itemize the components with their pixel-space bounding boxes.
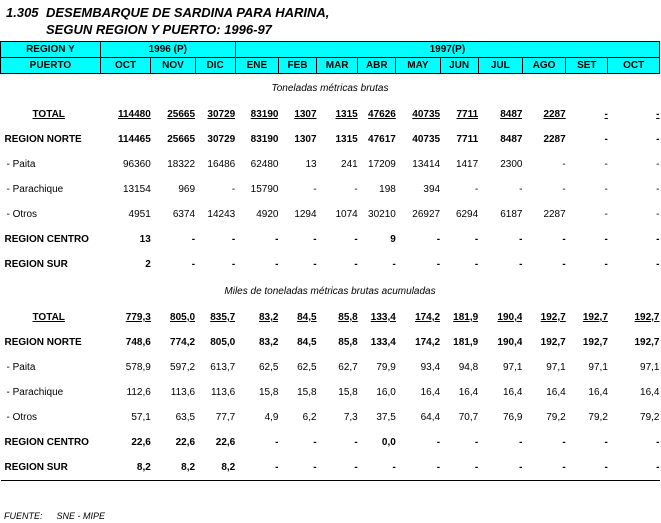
cell-value: 83190 — [250, 109, 279, 120]
month-header: JUL — [478, 58, 522, 74]
row-label: - Otros — [6, 209, 38, 220]
cell-value: - — [358, 455, 396, 481]
cell-value: 6294 — [455, 209, 479, 220]
section-title-row — [1, 74, 660, 103]
cell-value: 192,7 — [582, 337, 608, 348]
cell-value: 7,3 — [343, 412, 358, 423]
cell-value: - — [313, 437, 317, 448]
cell-value: 16,4 — [640, 387, 660, 398]
cell-value: - — [275, 259, 279, 270]
cell-value: 113,6 — [210, 387, 236, 398]
cell-value: - — [354, 184, 358, 195]
cell-value: 1307 — [294, 134, 317, 145]
cell-value: 6187 — [500, 209, 523, 220]
cell-value: 7711 — [456, 109, 479, 120]
cell-value: 1074 — [335, 209, 358, 220]
cell-value: 6,2 — [302, 412, 317, 423]
cell-value: 9 — [390, 234, 396, 245]
region-header: REGION Y — [1, 42, 101, 58]
cell-value: 85,8 — [338, 312, 358, 323]
cell-value: 62480 — [250, 159, 279, 170]
cell-value: - — [317, 455, 358, 481]
header-row-years — [1, 42, 660, 58]
year-1996-header: 1996 (P) — [100, 42, 235, 58]
cell-value: 181,9 — [453, 312, 479, 323]
section-1-title: Toneladas métricas brutas — [271, 82, 389, 94]
cell-value: - — [474, 234, 479, 245]
cell-value: 2287 — [543, 109, 566, 120]
cell-value: 969 — [178, 184, 196, 195]
table-row — [1, 305, 660, 330]
cell-value: - — [313, 234, 317, 245]
cell-value: - — [436, 259, 441, 270]
cell-value: - — [191, 259, 196, 270]
table-row — [1, 177, 660, 202]
row-label: - Parachique — [6, 184, 64, 195]
cell-value: 613,7 — [210, 362, 236, 373]
cell-value: 62,5 — [297, 362, 317, 373]
cell-value: 85,8 — [338, 337, 358, 348]
cell-value: 57,1 — [131, 412, 151, 423]
cell-value: - — [604, 234, 608, 245]
cell-value: 37,5 — [376, 412, 396, 423]
row-label: TOTAL — [32, 312, 65, 323]
cell-value: 83190 — [250, 134, 279, 145]
cell-value: 97,1 — [502, 362, 523, 373]
cell-value: 0,0 — [381, 437, 396, 448]
cell-value: 8487 — [500, 109, 523, 120]
cell-value: 79,2 — [546, 412, 566, 423]
cell-value: 779,3 — [125, 312, 151, 323]
cell-value: 76,9 — [502, 412, 523, 423]
cell-value: 113,6 — [170, 387, 196, 398]
month-header: OCT — [608, 58, 660, 74]
cell-value: - — [278, 455, 316, 481]
cell-value: 192,7 — [634, 312, 660, 323]
cell-value: 93,4 — [420, 362, 441, 373]
cell-value: 62,7 — [338, 362, 358, 373]
cell-value: - — [396, 455, 440, 481]
cell-value: 79,2 — [588, 412, 608, 423]
table-row — [1, 127, 660, 152]
row-label: REGION NORTE — [4, 134, 82, 145]
cell-value: 1417 — [455, 159, 479, 170]
cell-value: 97,1 — [546, 362, 566, 373]
cell-value: 25665 — [167, 134, 196, 145]
cell-value: 13154 — [122, 184, 151, 195]
cell-value: 394 — [423, 184, 441, 195]
cell-value: 16,4 — [588, 387, 608, 398]
cell-value: 97,1 — [588, 362, 608, 373]
cell-value: 8487 — [500, 134, 523, 145]
footer-label: FUENTE: — [4, 511, 43, 521]
cell-value: 8,2 — [195, 455, 235, 481]
cell-value: - — [604, 184, 608, 195]
cell-value: - — [235, 455, 278, 481]
cell-value: - — [566, 455, 608, 481]
cell-value: 4951 — [128, 209, 151, 220]
table-row — [1, 355, 660, 380]
cell-value: 15,8 — [338, 387, 358, 398]
table-title — [6, 4, 329, 38]
cell-value: 133,4 — [370, 312, 396, 323]
cell-value: 64,4 — [420, 412, 441, 423]
cell-value: - — [519, 437, 523, 448]
cell-value: 94,8 — [458, 362, 479, 373]
title-text-1: DESEMBARQUE DE SARDINA PARA HARINA, — [46, 5, 330, 20]
row-label: REGION NORTE — [4, 337, 82, 348]
row-label: REGION CENTRO — [4, 437, 89, 448]
cell-value: 18322 — [167, 159, 196, 170]
cell-value: 22,6 — [131, 437, 151, 448]
table-row — [1, 430, 660, 455]
cell-value: 190,4 — [497, 337, 523, 348]
cell-value: - — [562, 184, 566, 195]
month-header: ABR — [358, 58, 396, 74]
section-title-row — [1, 277, 660, 305]
month-header: SET — [566, 58, 608, 74]
cell-value: - — [231, 184, 236, 195]
cell-value: 198 — [379, 184, 396, 195]
cell-value: 4920 — [256, 209, 279, 220]
cell-value: 97,1 — [640, 362, 660, 373]
cell-value: 748,6 — [125, 337, 151, 348]
cell-value: 22,6 — [215, 437, 236, 448]
cell-value: 70,7 — [458, 412, 479, 423]
cell-value: - — [522, 455, 565, 481]
cell-value: 15,8 — [259, 387, 279, 398]
cell-value: 174,2 — [415, 312, 441, 323]
cell-value: 6374 — [172, 209, 196, 220]
month-header: JUN — [440, 58, 478, 74]
table-row — [1, 227, 660, 252]
cell-value: - — [474, 259, 479, 270]
cell-value: 40735 — [412, 109, 441, 120]
cell-value: 13414 — [412, 159, 441, 170]
cell-value: - — [604, 437, 608, 448]
cell-value: 192,7 — [540, 312, 566, 323]
cell-value: 63,5 — [175, 412, 196, 423]
cell-value: 30729 — [207, 109, 236, 120]
cell-value: 835,7 — [210, 312, 236, 323]
cell-value: 15790 — [250, 184, 279, 195]
month-header: ENE — [235, 58, 278, 74]
cell-value: - — [436, 437, 441, 448]
cell-value: 17209 — [368, 159, 396, 170]
cell-value: 8,2 — [100, 455, 150, 481]
cell-value: 26927 — [412, 209, 441, 220]
cell-value: - — [608, 455, 660, 481]
cell-value: 40735 — [412, 134, 441, 145]
cell-value: - — [656, 234, 660, 245]
cell-value: 1294 — [294, 209, 317, 220]
row-label: REGION SUR — [1, 455, 101, 481]
cell-value: 805,0 — [170, 312, 196, 323]
cell-value: 114465 — [117, 134, 151, 145]
month-header: MAY — [396, 58, 440, 74]
cell-value: - — [604, 259, 608, 270]
cell-value: 1315 — [335, 109, 358, 120]
cell-value: 578,9 — [125, 362, 151, 373]
cell-value: - — [275, 437, 279, 448]
cell-value: 16,4 — [546, 387, 566, 398]
title-line-2: SEGUN REGION Y PUERTO: 1996-97 — [46, 22, 272, 37]
puerto-header: PUERTO — [1, 58, 101, 74]
cell-value: - — [604, 109, 608, 120]
statistics-table — [0, 41, 660, 481]
month-header: NOV — [151, 58, 195, 74]
cell-value: 192,7 — [540, 337, 566, 348]
cell-value: 25665 — [167, 109, 196, 120]
row-label: REGION SUR — [4, 259, 68, 270]
cell-value: - — [354, 259, 358, 270]
row-label: - Paita — [6, 362, 36, 373]
cell-value: 181,9 — [453, 337, 479, 348]
year-1997-header: 1997(P) — [235, 42, 659, 58]
header-row-months — [1, 58, 660, 74]
cell-value: 190,4 — [497, 312, 523, 323]
row-label: REGION CENTRO — [4, 234, 89, 245]
cell-value: 2300 — [500, 159, 523, 170]
cell-value: 8,2 — [151, 455, 195, 481]
cell-value: 96360 — [122, 159, 151, 170]
cell-value: 112,6 — [126, 387, 151, 398]
row-label: - Otros — [6, 412, 38, 423]
cell-value: 2 — [145, 259, 151, 270]
cell-value: - — [656, 259, 660, 270]
cell-value: - — [478, 455, 522, 481]
cell-value: 1307 — [294, 109, 317, 120]
cell-value: 79,2 — [640, 412, 660, 423]
month-header: MAR — [317, 58, 358, 74]
cell-value: 79,9 — [376, 362, 396, 373]
cell-value: - — [656, 159, 660, 170]
cell-value: - — [519, 184, 523, 195]
cell-value: - — [313, 184, 317, 195]
table-row — [1, 152, 660, 177]
cell-value: 2287 — [543, 209, 566, 220]
cell-value: 30729 — [207, 134, 236, 145]
cell-value: 30210 — [368, 209, 396, 220]
cell-value: - — [519, 234, 523, 245]
cell-value: 133,4 — [370, 337, 396, 348]
cell-value: - — [562, 234, 566, 245]
section-2-body — [1, 277, 660, 481]
title-line-1 — [6, 4, 329, 21]
cell-value: - — [656, 134, 660, 145]
cell-value: - — [604, 209, 608, 220]
cell-value: 83,2 — [259, 312, 279, 323]
footer-source-text: SNE - MIPE — [56, 511, 106, 521]
table-row — [1, 202, 660, 227]
cell-value: - — [604, 159, 608, 170]
cell-value: 597,2 — [170, 362, 196, 373]
cell-value: - — [474, 184, 479, 195]
table-row — [1, 405, 660, 430]
month-header: OCT — [100, 58, 150, 74]
cell-value: - — [354, 234, 358, 245]
section-1-body — [1, 74, 660, 278]
table-row — [1, 252, 660, 277]
row-label: TOTAL — [32, 109, 65, 120]
cell-value: 47626 — [368, 109, 396, 120]
cell-value: 16,0 — [376, 387, 396, 398]
cell-value: 13 — [305, 159, 317, 170]
cell-value: 192,7 — [634, 337, 660, 348]
cell-value: 16,4 — [502, 387, 523, 398]
cell-value: 47617 — [368, 134, 396, 145]
cell-value: - — [474, 437, 479, 448]
cell-value: 16486 — [207, 159, 236, 170]
cell-value: - — [656, 109, 660, 120]
cell-value: - — [275, 234, 279, 245]
cell-value: 805,0 — [210, 337, 236, 348]
month-header: FEB — [278, 58, 316, 74]
cell-value: 16,4 — [420, 387, 441, 398]
cell-value: 22,6 — [175, 437, 196, 448]
cell-value: - — [313, 259, 317, 270]
cell-value: - — [562, 437, 566, 448]
cell-value: - — [604, 134, 608, 145]
cell-value: 62,5 — [259, 362, 279, 373]
footer-source — [4, 511, 119, 521]
table-number: 1.305 — [6, 5, 39, 20]
cell-value: 114480 — [117, 109, 151, 120]
cell-value: - — [231, 234, 236, 245]
cell-value: 16,4 — [458, 387, 479, 398]
cell-value: 14243 — [207, 209, 236, 220]
row-label: - Parachique — [6, 387, 64, 398]
table-row — [1, 455, 660, 481]
cell-value: 241 — [341, 159, 358, 170]
cell-value: - — [231, 259, 236, 270]
cell-value: 84,5 — [297, 312, 317, 323]
month-header: DIC — [195, 58, 235, 74]
cell-value: 2287 — [543, 134, 566, 145]
cell-value: 774,2 — [170, 337, 196, 348]
cell-value: - — [562, 159, 566, 170]
table-row — [1, 330, 660, 355]
cell-value: 1315 — [335, 134, 358, 145]
cell-value: - — [656, 184, 660, 195]
row-label: - Paita — [6, 159, 36, 170]
cell-value: - — [392, 259, 396, 270]
cell-value: 192,7 — [582, 312, 608, 323]
cell-value: - — [562, 259, 566, 270]
section-2-title: Miles de toneladas métricas brutas acumuladas — [224, 285, 436, 297]
cell-value: - — [191, 234, 196, 245]
cell-value: - — [656, 209, 660, 220]
cell-value: 4,9 — [264, 412, 279, 423]
cell-value: - — [354, 437, 358, 448]
cell-value: 77,7 — [215, 412, 236, 423]
month-header: AGO — [522, 58, 565, 74]
cell-value: 15,8 — [297, 387, 317, 398]
cell-value: 174,2 — [415, 337, 441, 348]
table-row — [1, 102, 660, 127]
cell-value: - — [436, 234, 441, 245]
table-row — [1, 380, 660, 405]
cell-value: 7711 — [456, 134, 479, 145]
cell-value: - — [440, 455, 478, 481]
cell-value: 84,5 — [297, 337, 317, 348]
cell-value: - — [519, 259, 523, 270]
cell-value: 13 — [139, 234, 151, 245]
cell-value: 83,2 — [259, 337, 279, 348]
cell-value: - — [656, 437, 660, 448]
